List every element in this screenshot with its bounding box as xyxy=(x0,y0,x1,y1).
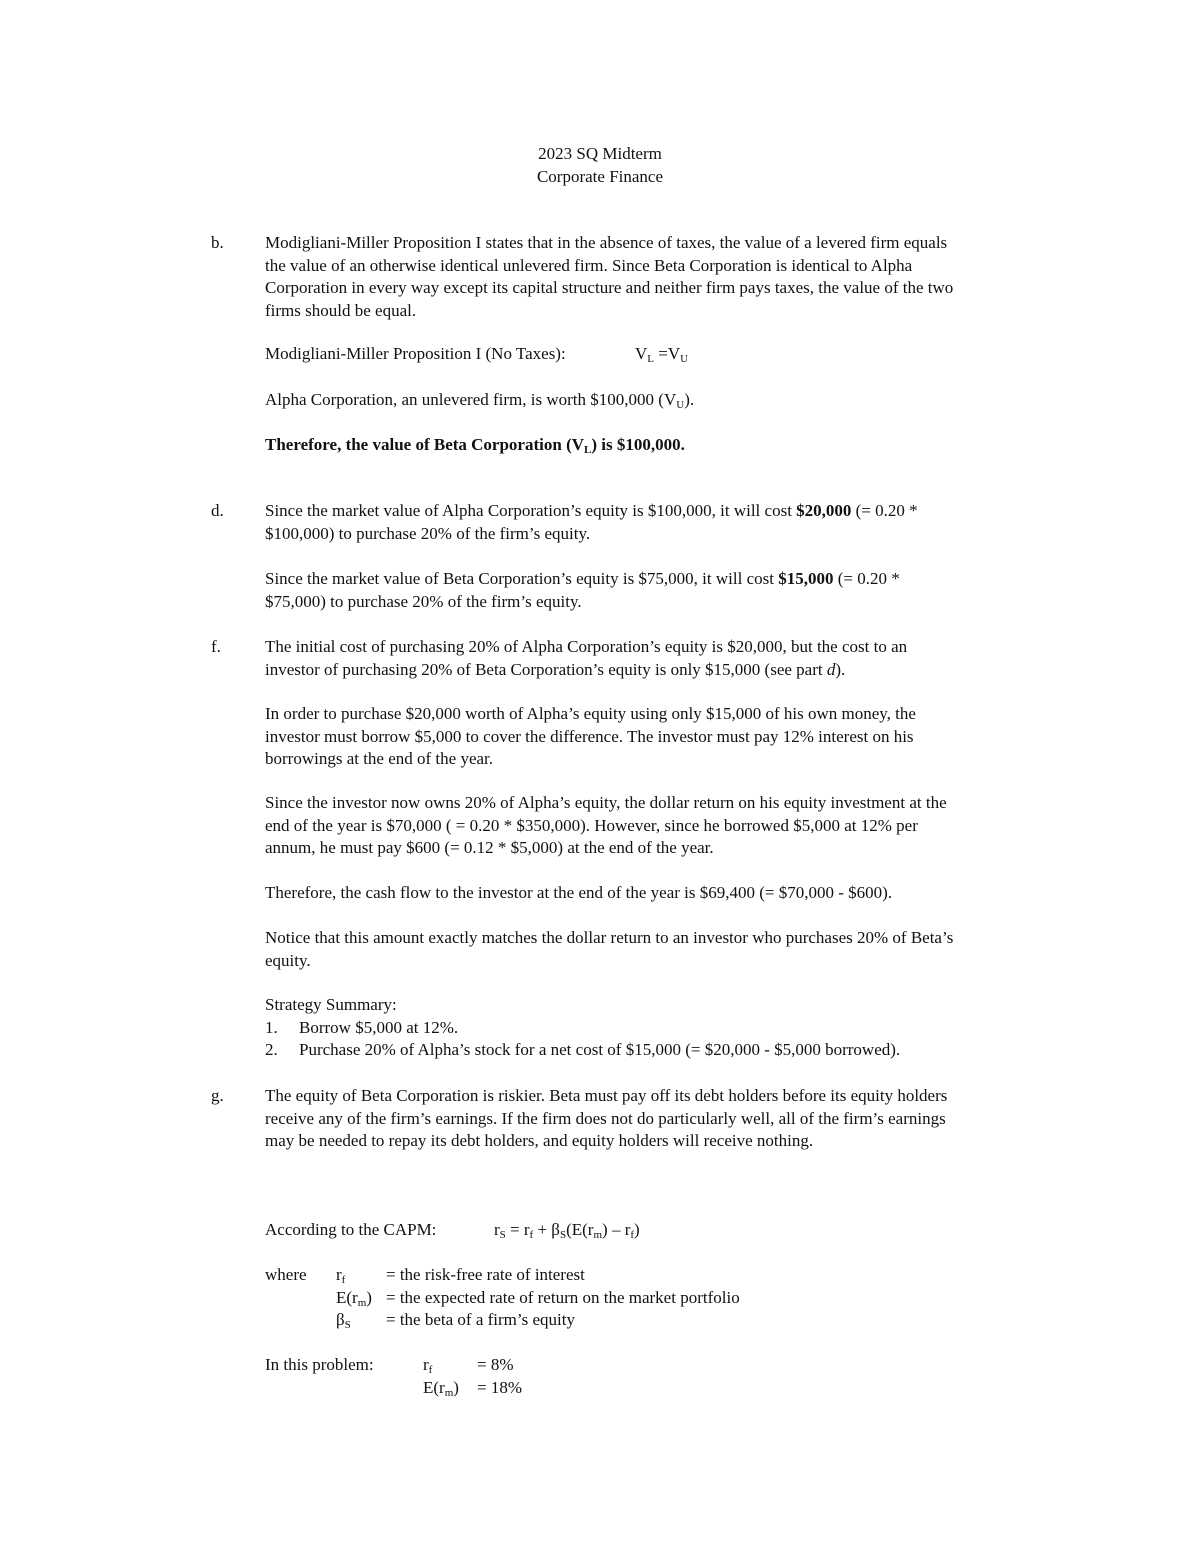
part-b-para1-line: the value of an otherwise identical unlevered firm. Since Beta Corporation is identical to Alpha xyxy=(265,255,913,275)
alpha-worth-sub: U xyxy=(676,399,685,411)
part-d-para2-line2: $75,000) to purchase 20% of the firm’s equity. xyxy=(265,591,582,611)
capm-line xyxy=(265,1219,1065,1242)
text: investor of purchasing 20% of Beta Corporation’s equity is only $15,000 (see part xyxy=(265,659,827,679)
cost-beta-bold: $15,000 xyxy=(778,569,834,588)
value-symbol xyxy=(423,1377,459,1400)
symbol-sub: f xyxy=(341,1274,346,1286)
symbol-end: ) xyxy=(453,1377,459,1397)
symbol-sub: m xyxy=(357,1296,367,1309)
symbol: E(r xyxy=(336,1287,358,1307)
symbol-end: ) xyxy=(366,1287,372,1307)
alpha-worth-text: Alpha Corporation, an unlevered firm, is worth $100,000 (V xyxy=(265,390,677,409)
conclusion-text: Therefore, the value of Beta Corporation (V xyxy=(265,435,585,454)
formula-sub-u: U xyxy=(680,353,689,365)
symbol: E(r xyxy=(423,1377,445,1397)
part-b-para1-line: Corporation in every way except its capital structure and neither firm pays taxes, the value of the two xyxy=(265,278,954,297)
step-text: Purchase 20% of Alpha’s stock for a net cost of $15,000 (= $20,000 - $5,000 borrowed). xyxy=(299,1040,901,1059)
formula-v: V xyxy=(635,344,648,363)
definition-symbol xyxy=(336,1287,372,1310)
step-text: Borrow $5,000 at 12%. xyxy=(299,1017,459,1037)
capm-label: According to the CAPM: xyxy=(265,1220,437,1239)
definition-symbol xyxy=(336,1264,345,1287)
alpha-worth-line xyxy=(265,389,1065,412)
symbol-sub: m xyxy=(444,1386,454,1399)
text: (= 0.20 * xyxy=(833,569,900,588)
text: ). xyxy=(835,659,846,679)
part-f-label: f. xyxy=(211,637,221,656)
strategy-step xyxy=(265,1017,1065,1040)
text: (= 0.20 * xyxy=(851,501,918,520)
document-header xyxy=(0,142,1200,188)
part-f-para3-line: annum, he must pay $600 (= 0.12 * $5,000) at the end of the year. xyxy=(265,838,714,857)
strategy-step xyxy=(265,1039,1065,1062)
mm-proposition-line xyxy=(265,343,1065,366)
definition-text: = the beta of a firm’s equity xyxy=(386,1310,575,1329)
definition-symbol xyxy=(336,1309,351,1332)
problem-label: In this problem: xyxy=(265,1355,374,1374)
value-text: = 18% xyxy=(477,1377,522,1397)
formula-eq: =V xyxy=(654,344,681,363)
definition-row xyxy=(265,1287,1065,1310)
conclusion-sub: L xyxy=(584,444,592,456)
definition-text: = the expected rate of return on the market portfolio xyxy=(386,1287,740,1307)
step-number: 2. xyxy=(265,1040,278,1059)
value-symbol xyxy=(423,1354,432,1377)
symbol-sub: f xyxy=(428,1364,433,1376)
part-f-para5-line: equity. xyxy=(265,950,311,970)
part-f-para3-line: end of the year is $70,000 ( = 0.20 * $350,000). However, since he borrowed $5,000 at 12% per xyxy=(265,815,918,835)
part-f-para1-line1: The initial cost of purchasing 20% of Alpha Corporation’s equity is $20,000, but the cost to an xyxy=(265,637,908,656)
part-g-para1-line: The equity of Beta Corporation is riskier. Beta must pay off its debt holders before its equity holders xyxy=(265,1086,948,1105)
part-f-para2 xyxy=(265,703,1065,771)
part-g-para1 xyxy=(265,1085,1065,1153)
where-label: where xyxy=(265,1265,307,1284)
conclusion-end: ) is $100,000. xyxy=(591,435,685,454)
definition-text: = the risk-free rate of interest xyxy=(386,1265,585,1284)
strategy-summary xyxy=(265,994,1065,1062)
part-d-para1-line1 xyxy=(265,500,1065,523)
part-d-label: d. xyxy=(211,501,224,520)
mm-proposition-label: Modigliani-Miller Proposition I (No Taxes): xyxy=(265,344,566,363)
part-f-para4 xyxy=(265,882,1065,905)
text: Since the market value of Beta Corporation’s equity is $75,000, it will cost xyxy=(265,569,779,588)
part-g-label: g. xyxy=(211,1086,224,1105)
part-f-para1-line2 xyxy=(265,659,1065,682)
part-f-para3-line: Since the investor now owns 20% of Alpha’s equity, the dollar return on his equity investment at the xyxy=(265,793,947,812)
value-row xyxy=(265,1354,1065,1377)
part-f-para2-line: In order to purchase $20,000 worth of Alpha’s equity using only $15,000 of his own money, the xyxy=(265,704,916,723)
value-text: = 8% xyxy=(477,1355,514,1374)
strategy-summary-title: Strategy Summary: xyxy=(265,995,397,1014)
step-number: 1. xyxy=(265,1017,278,1037)
part-d-para2 xyxy=(265,568,1065,613)
cost-alpha-bold: $20,000 xyxy=(796,501,852,520)
part-f-para1 xyxy=(265,636,1065,681)
part-f-para2-line: investor must borrow $5,000 to cover the difference. The investor must pay 12% interest on his xyxy=(265,726,914,746)
part-f-para5-line: Notice that this amount exactly matches the dollar return to an investor who purchases 20% of Beta’s xyxy=(265,928,954,947)
symbol: β xyxy=(336,1310,345,1329)
symbol: r xyxy=(423,1355,429,1374)
definition-row xyxy=(265,1264,1065,1287)
part-b-conclusion xyxy=(265,434,1065,457)
text: Since the market value of Alpha Corporation’s equity is $100,000, it will cost xyxy=(265,501,797,520)
part-f-para2-line: borrowings at the end of the year. xyxy=(265,749,494,768)
definition-row xyxy=(265,1309,1065,1332)
part-f-para3 xyxy=(265,792,1065,860)
capm-formula: $r_S = r_f + \beta_S(E(r_m) - r_f)$ xyxy=(494,1220,640,1241)
part-b-para1-line: firms should be equal. xyxy=(265,300,417,320)
part-g-para1-line: may be needed to repay its debt holders, and equity holders will receive nothing. xyxy=(265,1131,814,1150)
part-f-para4-line: Therefore, the cash flow to the investor at the end of the year is $69,400 (= $70,000 - $600). xyxy=(265,883,893,902)
capm-definitions xyxy=(265,1264,1065,1332)
part-d-para2-line1 xyxy=(265,568,1065,591)
part-f-para5 xyxy=(265,927,1065,972)
part-d-para1 xyxy=(265,500,1065,545)
symbol: r xyxy=(336,1265,342,1284)
alpha-worth-end: ). xyxy=(684,390,695,409)
value-row xyxy=(265,1377,1065,1400)
document-subtitle: Corporate Finance xyxy=(536,167,664,186)
part-b-label: b. xyxy=(211,233,224,252)
part-b-para1 xyxy=(265,232,1065,322)
mm-formula xyxy=(635,343,688,366)
symbol-sub: S xyxy=(344,1319,351,1331)
part-d-para1-line2: $100,000) to purchase 20% of the firm’s equity. xyxy=(265,523,591,543)
part-g-para1-line: receive any of the firm’s earnings. If the firm does not do particularly well, all of the firm’s earnings xyxy=(265,1108,946,1128)
document-title: 2023 SQ Midterm xyxy=(538,144,662,163)
problem-values xyxy=(265,1354,1065,1399)
part-b-para1-line: Modigliani-Miller Proposition I states that in the absence of taxes, the value of a levered firm equals xyxy=(265,233,948,252)
formula-sub-l: L xyxy=(647,353,655,365)
part-ref-italic: d xyxy=(826,659,836,679)
